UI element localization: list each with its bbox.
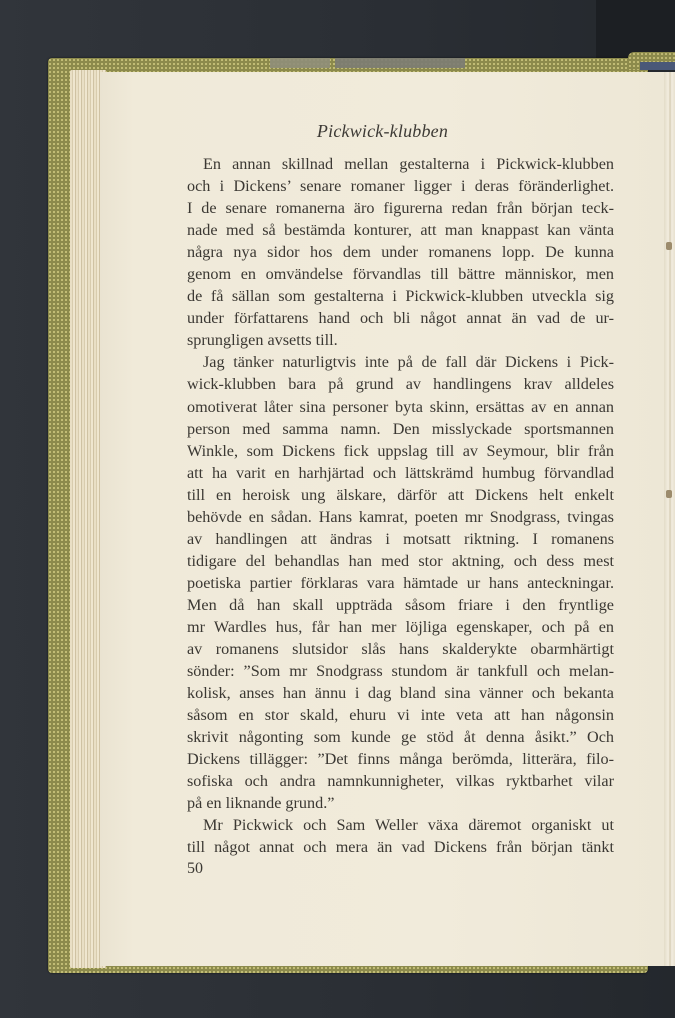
text-line: tidigare del behandlas han med stor aktning, och dess mest xyxy=(187,551,614,570)
text-line: sprungligen avsetts till. xyxy=(187,331,338,350)
facing-book-spine xyxy=(640,62,675,70)
text-line: omotiverat låter sina personer byta skinn, ersättas av en annan xyxy=(187,397,614,416)
text-line: person med samma namn. Den misslyckade sportsmannen xyxy=(187,419,614,438)
text-line: till en heroisk ung älskare, därför att Dickens helt enkelt xyxy=(187,485,614,504)
text-line: några nya sidor hos dem under romanens lopp. De kunna xyxy=(187,243,614,262)
body-text xyxy=(187,153,614,859)
text-line: såsom en stor skald, ehuru vi inte veta att han någonsin xyxy=(187,706,614,725)
text-line: sönder: ”Som mr Snodgrass stundom är tankfull och melan- xyxy=(187,662,614,681)
text-line: nade med så bestämda konturer, att man knappast kan vänta xyxy=(187,221,614,240)
text-line: att ha varit en harhjärtad och lättskrämd humbug förvandlad xyxy=(187,463,614,482)
text-line: genom en omvändelse förvandlas till bättre människor, men xyxy=(187,265,614,284)
text-line: skrivit någonting som kunde ge stöd åt denna åsikt.” Och xyxy=(187,728,614,747)
text-line: I de senare romanerna äro figurerna redan från början teck- xyxy=(187,199,614,218)
text-line: till något annat och mera än vad Dickens från början tänkt xyxy=(187,838,614,857)
page-edge-mark xyxy=(666,242,672,250)
text-line: kolisk, anses han ännu i dag bland sina vänner och bekanta xyxy=(187,684,614,703)
text-line: Dickens tillägger: ”Det finns många berömda, litterära, filo- xyxy=(187,750,614,769)
text-line: behövde en sådan. Hans kamrat, poeten mr Snodgrass, tvingas xyxy=(187,507,614,526)
text-line: En annan skillnad mellan gestalterna i Pickwick-klubben xyxy=(203,155,614,173)
text-line: på en liknande grund.” xyxy=(187,794,335,813)
text-line: och i Dickens’ senare romaner ligger i deras föränderlighet. xyxy=(187,177,614,196)
page-gutter-edge xyxy=(664,72,675,966)
text-line: Men då han skall uppträda såsom friare i den fryntlige xyxy=(187,595,614,614)
text-line: de få sällan som gestalterna i Pickwick-klubben utveckla sig xyxy=(187,287,614,306)
text-line: sofiska och andra namnkunnigheter, vilkas ryktbarhet vilar xyxy=(187,772,614,791)
text-line: av handlingen att ändras i motsatt riktning. I romanens xyxy=(187,529,614,548)
cover-wear xyxy=(335,58,465,68)
running-head: Pickwick-klubben xyxy=(316,121,449,141)
text-line: av romanens slutsidor slås hans skalderykte obarmhärtigt xyxy=(187,640,614,659)
text-line: Jag tänker naturligtvis inte på de fall där Dickens i Pick- xyxy=(203,353,614,372)
text-line: mr Wardles hus, får han mer löjliga egenskaper, och på en xyxy=(187,617,614,636)
text-line: Winkle, som Dickens fick uppslag till av Seymour, blir från xyxy=(187,441,614,460)
page-number: 50 xyxy=(187,860,203,877)
text-line: under författarens hand och bli något annat än vad de ur- xyxy=(187,309,614,328)
text-line: Mr Pickwick och Sam Weller växa däremot organiskt ut xyxy=(203,816,614,835)
page-edge-mark xyxy=(666,490,672,498)
cover-wear xyxy=(270,58,330,68)
text-line: wick-klubben bara på grund av handlingens krav alldeles xyxy=(187,375,614,394)
text-line: poetiska partier förklaras vara hämtade ur hans anteckningar. xyxy=(187,573,614,592)
